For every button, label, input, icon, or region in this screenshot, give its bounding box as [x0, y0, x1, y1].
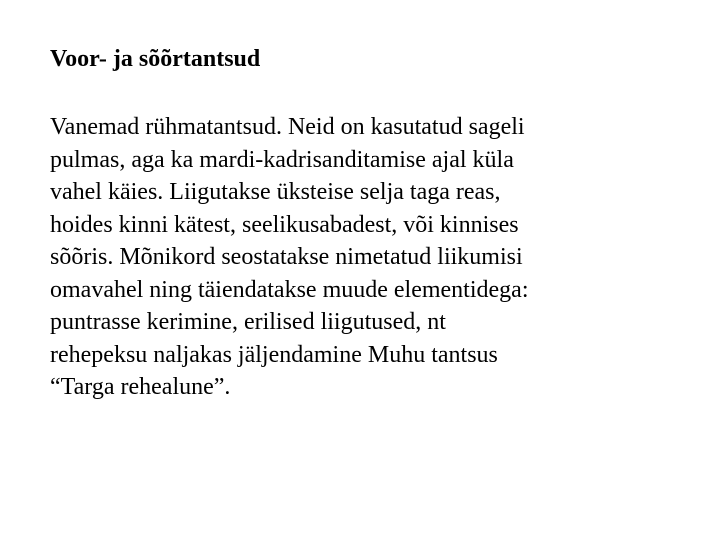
slide-body-text: [50, 111, 650, 404]
body-line: vahel käies. Liigutakse üksteise selja taga reas,: [50, 179, 501, 205]
body-line: puntrasse kerimine, erilised liigutused, nt: [50, 309, 446, 335]
slide-title: Voor- ja sõõrtantsud: [50, 46, 261, 72]
body-line: “Targa rehealune”.: [50, 374, 231, 400]
body-line: hoides kinni kätest, seelikusabadest, või kinnises: [50, 211, 519, 238]
body-line: sõõris. Mõnikord seostatakse nimetatud liikumisi: [50, 244, 523, 270]
body-line: Vanemad rühmatantsud. Neid on kasutatud sageli: [50, 114, 525, 140]
body-line: omavahel ning täiendatakse muude elementidega:: [50, 276, 529, 303]
body-line: rehepeksu naljakas jäljendamine Muhu tantsus: [50, 341, 498, 368]
body-line: pulmas, aga ka mardi-kadrisanditamise ajal küla: [50, 146, 514, 173]
